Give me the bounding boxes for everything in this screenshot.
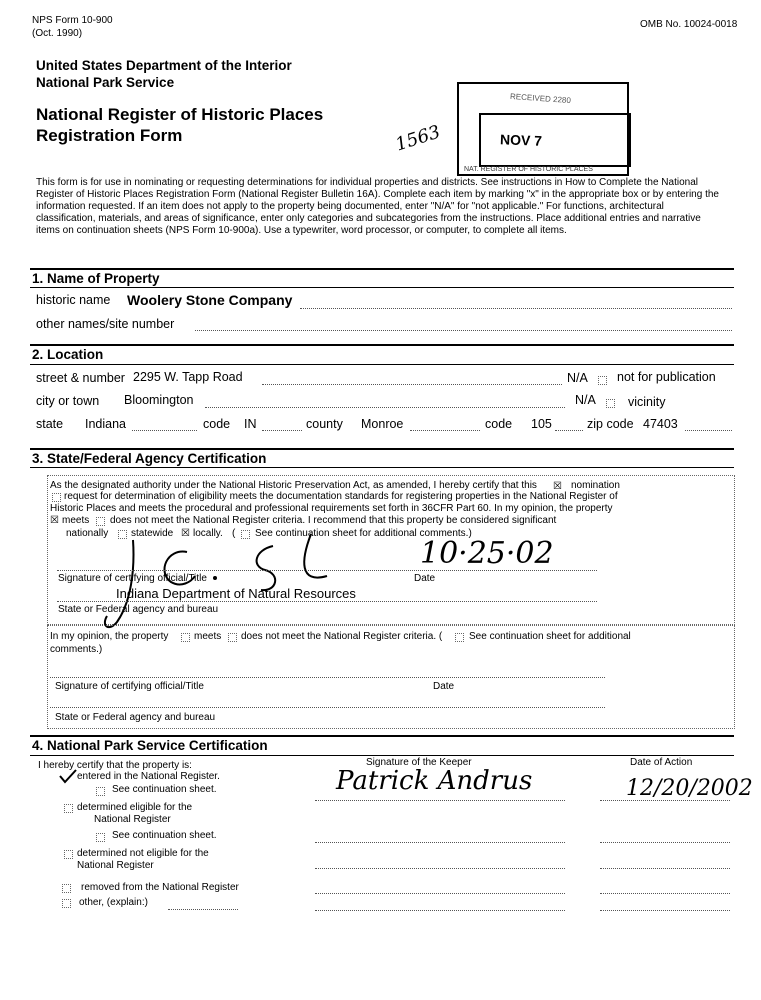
nomination-check-icon[interactable]: ☒ xyxy=(553,481,562,492)
stamp-received: RECEIVED 2280 xyxy=(509,91,572,106)
checkmark-icon xyxy=(58,768,78,784)
street-label: street & number xyxy=(36,371,125,385)
section-divider xyxy=(30,287,734,288)
not-for-publication-label: not for publication xyxy=(617,370,716,384)
opinion-not-meets: does not meet the National Register criteria. ( xyxy=(241,631,443,642)
official-signature-icon xyxy=(95,530,345,640)
agency-line xyxy=(50,707,605,708)
removed-checkbox[interactable] xyxy=(62,884,71,893)
opinion-meets: meets xyxy=(194,631,222,642)
agency-2-label: State or Federal agency and bureau xyxy=(55,712,216,723)
other-names-label: other names/site number xyxy=(36,317,175,331)
other-label: other, (explain:) xyxy=(79,897,148,908)
city-label: city or town xyxy=(36,394,100,408)
section-divider xyxy=(30,344,734,346)
zip-value[interactable]: 47403 xyxy=(643,417,678,431)
date-line xyxy=(600,842,730,843)
agency-line xyxy=(57,601,597,602)
see-cont-2-checkbox[interactable] xyxy=(96,833,105,842)
opinion-comments: comments.) xyxy=(50,644,103,655)
page-title: National Register of Historic Places xyxy=(36,105,324,124)
date-line xyxy=(600,868,730,869)
opinion-not-meets-checkbox[interactable] xyxy=(228,633,237,642)
signature-line xyxy=(50,677,605,678)
keeper-line xyxy=(315,842,565,843)
see-cont-1-label: See continuation sheet. xyxy=(112,784,217,795)
section-2-heading: 2. Location xyxy=(32,347,104,362)
field-line xyxy=(168,909,238,910)
opinion-see-checkbox[interactable] xyxy=(455,633,464,642)
det-eligible-label-2: National Register xyxy=(94,814,171,825)
cert-line-2: request for determination of eligibility meets the documentation standards for registering properties in the National Register of xyxy=(64,491,618,502)
state-code-label: code xyxy=(203,417,231,431)
signature-date-value: 10·25·02 xyxy=(420,536,554,571)
locally-check-icon[interactable]: ☒ xyxy=(181,528,190,539)
keeper-signature-value: Patrick Andrus xyxy=(336,766,533,796)
meets-label: meets xyxy=(62,515,90,526)
cert-line-3: Historic Places and meets the procedural and professional requirements set forth in 36CFR Part 60. In my opinion, the property xyxy=(50,503,613,514)
field-line xyxy=(685,430,732,431)
signature-2-label: Signature of certifying official/Title xyxy=(55,681,204,692)
state-label: state xyxy=(36,417,64,431)
section-4-heading: 4. National Park Service Certification xyxy=(32,738,268,753)
street-value[interactable]: 2295 W. Tapp Road xyxy=(133,370,243,384)
cert-nomination: nomination xyxy=(571,480,620,491)
county-code-value[interactable]: 105 xyxy=(531,417,552,431)
request-checkbox[interactable] xyxy=(52,493,61,502)
keeper-line xyxy=(315,893,565,894)
meets-check-icon[interactable]: ☒ xyxy=(50,515,59,526)
date-line xyxy=(600,910,730,911)
date-label: Date xyxy=(414,573,436,584)
instructions-paragraph: This form is for use in nominating or requesting determinations for individual properties and districts. See instructions in How to Complete the National Register of Historic Places Registration Form (National Register Bulletin 16A). Complete each item by marking "x" in the appropriate box or by entering the information requested. If an item does not apply to the property being documented, enter "N/A" for "not applicable." For functions, architectural classification, materials, and areas of significance, enter only categories and subcategories from the instructions. Place additional entries and narrative items on continuation sheets (NPS Form 10-900a). Use a typewriter, word processor, or computer, to complete all items. xyxy=(36,177,719,236)
historic-name-label: historic name xyxy=(36,293,111,307)
section-divider xyxy=(30,467,734,468)
state-code-value[interactable]: IN xyxy=(244,417,257,431)
historic-name-value[interactable]: Woolery Stone Company xyxy=(127,292,293,308)
removed-label: removed from the National Register xyxy=(81,882,239,893)
field-line xyxy=(205,407,565,408)
form-number: NPS Form 10-900 xyxy=(32,15,113,26)
county-code-label: code xyxy=(485,417,513,431)
not-for-publication-checkbox[interactable] xyxy=(598,376,607,385)
field-line xyxy=(195,330,732,331)
other-checkbox[interactable] xyxy=(62,899,71,908)
field-line xyxy=(555,430,583,431)
cert-line-1: As the designated authority under the National Historic Preservation Act, as amended, I hereby certify that this xyxy=(50,480,537,491)
zip-label: zip code xyxy=(587,417,634,431)
service: National Park Service xyxy=(36,75,175,90)
opinion-see: See continuation sheet for additional xyxy=(469,631,631,642)
department: United States Department of the Interior xyxy=(36,58,292,73)
opinion-meets-checkbox[interactable] xyxy=(181,633,190,642)
det-not-label-1: determined not eligible for the xyxy=(77,848,209,859)
received-stamp xyxy=(456,80,638,180)
certify-label: I hereby certify that the property is: xyxy=(38,760,192,771)
handwritten-number: 1563 xyxy=(392,121,443,156)
opinion-prefix: In my opinion, the property xyxy=(50,631,169,642)
date-2-label: Date xyxy=(433,681,455,692)
det-not-label-2: National Register xyxy=(77,860,154,871)
state-value[interactable]: Indiana xyxy=(85,417,127,431)
keeper-line xyxy=(315,868,565,869)
action-label: Date of Action xyxy=(630,757,693,768)
field-line xyxy=(262,430,302,431)
see-continuation-label: See continuation sheet for additional comments.) xyxy=(255,528,472,539)
not-meets-checkbox[interactable] xyxy=(96,517,105,526)
nationally-label: nationally xyxy=(66,528,109,539)
date-line xyxy=(600,800,730,801)
county-value[interactable]: Monroe xyxy=(361,417,404,431)
vicinity-checkbox[interactable] xyxy=(606,399,615,408)
det-eligible-label-1: determined eligible for the xyxy=(77,802,193,813)
keeper-label: Signature of the Keeper xyxy=(366,757,472,768)
city-value[interactable]: Bloomington xyxy=(124,393,194,407)
stamp-nat-register: NAT. REGISTER OF HISTORIC PLACES xyxy=(464,166,593,173)
field-line xyxy=(262,384,562,385)
keeper-line xyxy=(315,910,565,911)
statewide-label: statewide xyxy=(131,528,174,539)
see-cont-1-checkbox[interactable] xyxy=(96,787,105,796)
field-line xyxy=(300,308,732,309)
locally-label: locally. xyxy=(193,528,223,539)
det-eligible-checkbox[interactable] xyxy=(64,804,73,813)
field-line xyxy=(132,430,197,431)
vicinity-label: vicinity xyxy=(628,395,666,409)
see-cont-2-label: See continuation sheet. xyxy=(112,830,217,841)
form-date: (Oct. 1990) xyxy=(32,28,83,39)
omb-number: OMB No. 10024-0018 xyxy=(640,19,738,30)
vicinity-value[interactable]: N/A xyxy=(575,393,596,407)
section-3-heading: 3. State/Federal Agency Certification xyxy=(32,451,267,466)
action-date-value: 12/20/2002 xyxy=(626,776,753,801)
det-not-eligible-checkbox[interactable] xyxy=(64,850,73,859)
stamp-date: NOV 7 xyxy=(499,131,543,149)
not-for-publication-value[interactable]: N/A xyxy=(567,371,588,385)
paren-open: ( xyxy=(232,528,236,539)
agency-value[interactable]: Indiana Department of Natural Resources xyxy=(116,586,356,601)
section-1-heading: 1. Name of Property xyxy=(32,271,160,286)
field-line xyxy=(410,430,480,431)
entered-label: entered in the National Register. xyxy=(77,771,220,782)
county-label: county xyxy=(306,417,343,431)
section-divider xyxy=(30,755,734,756)
section-divider xyxy=(30,364,734,365)
signature-label: Signature of certifying official/Title xyxy=(58,573,207,584)
not-meets-label: does not meet the National Register criteria. I recommend that this property be considered significant xyxy=(110,515,557,526)
signature-line xyxy=(57,570,597,571)
date-line xyxy=(600,893,730,894)
page-subtitle: Registration Form xyxy=(36,126,183,145)
keeper-line xyxy=(315,800,565,801)
agency-label: State or Federal agency and bureau xyxy=(58,604,219,615)
